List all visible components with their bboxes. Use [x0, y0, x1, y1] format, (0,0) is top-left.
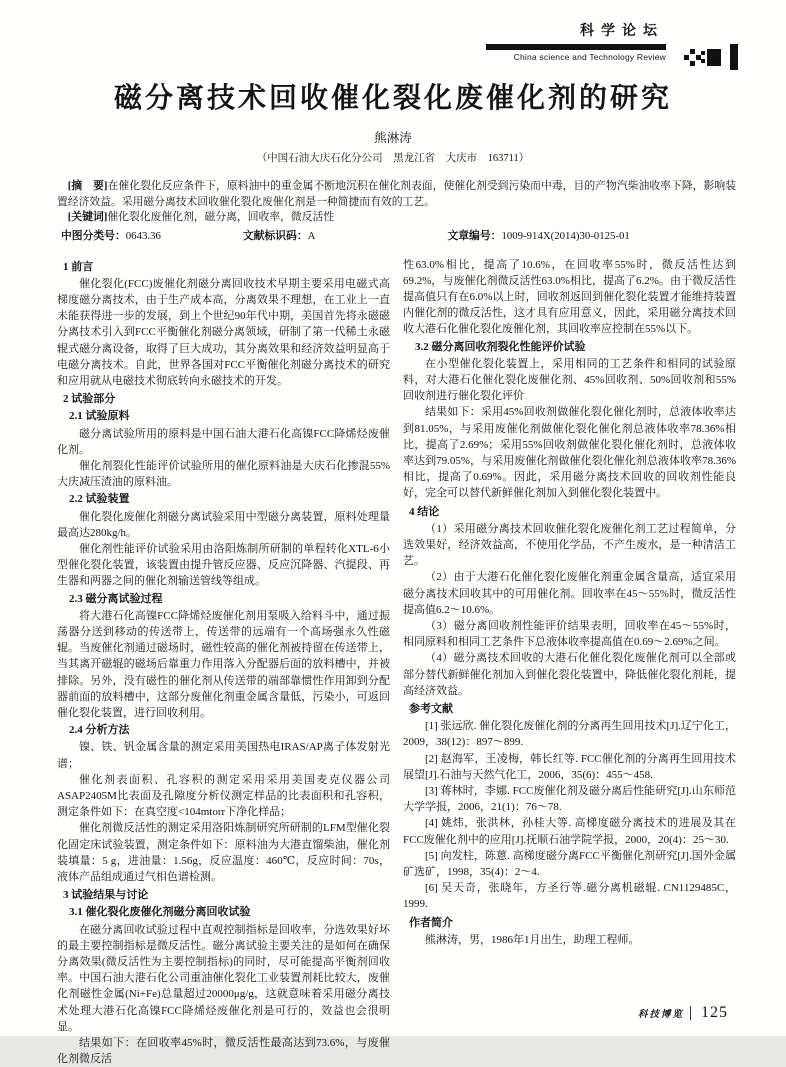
- keywords-label: [关键词]: [68, 211, 108, 223]
- clc-label: 中图分类号：: [61, 230, 126, 242]
- paragraph: 磁分离试验所用的原料是中国石油大港石化高镍FCC降烯烃废催化剂。: [57, 426, 390, 458]
- journal-header: [486, 20, 746, 77]
- forum-label: 科学论坛: [486, 20, 666, 40]
- paragraph: [6] 吴天奇，张晓年，方圣行等.磁分离机磁辊. CN1129485C，1999.: [403, 880, 736, 912]
- section-heading: 2.2 试验装置: [57, 491, 390, 507]
- section-heading: 1 前言: [57, 259, 390, 275]
- section-heading: 作者简介: [403, 915, 736, 931]
- paragraph: 催化剂微反活性的测定采用洛阳炼制研究所研制的LFM型催化裂化固定床试验装置，测定条件如下：原料油为大港直馏柴油，催化剂装填量：5 g，进油量：1.56g，反应温度：460℃，反应时间：70s，液体产品组成通过气相色谱检测。: [57, 820, 390, 885]
- doc-code-value: A: [308, 230, 316, 242]
- journal-logo-icon: [684, 42, 746, 77]
- section-heading: 3.1 催化裂化废催化剂磁分离回收试验: [57, 904, 390, 920]
- section-heading: 3.2 磁分离回收剂裂化性能评价试验: [403, 339, 736, 355]
- paragraph: （1）采用磁分离技术回收催化裂化废催化剂工艺过程简单，分选效果好，经济效益高，不使用化学品，不产生废水，是一种清洁工艺。: [403, 521, 736, 570]
- paragraph: 结果如下：采用45%回收剂做催化裂化催化剂时，总液体收率达到81.05%，与采用废催化剂做催化裂化催化剂总液体收率78.36%相比，提高了2.69%；采用55%回收剂做催化裂化催化剂时，总液体收率达到79.05%，与采用废催化剂做催化裂化催化剂总液体收率78.36%相比，提高了0.69%。因此，采用磁分离技术回收的回收剂性能良好，完全可以替代新鲜催化剂加入到催化裂化装置中。: [403, 404, 736, 501]
- article-id-value: 1009-914X(2014)30-0125-01: [501, 230, 629, 242]
- keywords-text: 催化裂化废催化剂，磁分离，回收率，微反活性: [107, 211, 334, 223]
- left-column: [57, 257, 390, 1067]
- two-column-body: [57, 257, 736, 1067]
- section-heading: 3 试验结果与讨论: [57, 887, 390, 903]
- paragraph: 性63.0%相比，提高了10.6%，在回收率55%时，微反活性达到69.2%，与废催化剂微反活性63.0%相比，提高了6.2%。由于微反活性提高值只有在6.0%以上时，回收剂返回到催化裂化装置才能维持装置内催化剂的微反活性，这才具有应用意义，因此，采用磁分离技术回收大港石化催化裂化废催化剂，其回收率应控制在55%以下。: [403, 257, 736, 338]
- paragraph: （2）由于大港石化催化裂化废催化剂重金属含量高，适宜采用磁分离技术回收其中的可用催化剂。回收率在45～55%时，微反活性提高值6.2～10.6%。: [403, 569, 736, 618]
- paragraph: （3）磁分离回收剂性能评价结果表明，回收率在45～55%时，相同原料和相同工艺条件下总液体收率提高值在0.69～2.69%之间。: [403, 618, 736, 650]
- journal-name: China science and Technology Review: [486, 52, 666, 62]
- paragraph: [4] 姚炜，张洪林，孙桂大等. 高梯度磁分离技术的进展及其在FCC废催化剂中的应用[J].抚顺石油学院学报，2000，20(4)：25～30.: [403, 815, 736, 847]
- author-name: 熊淋涛: [0, 128, 786, 146]
- section-heading: 2.1 试验原料: [57, 408, 390, 424]
- paragraph: [5] 向发柱，陈蒽. 高梯度磁分离FCC平衡催化剂研究[J].国外金属矿选矿，1998，35(4)：2～4.: [403, 848, 736, 880]
- abstract: [57, 179, 736, 210]
- paragraph: （4）磁分离技术回收的大港石化催化裂化废催化剂可以全部或部分替代新鲜催化剂加入到催化裂化装置中，降低催化裂化剂耗，提高经济效益。: [403, 650, 736, 699]
- section-heading: 2.3 磁分离试验过程: [57, 591, 390, 607]
- right-column: [403, 257, 736, 1067]
- author-affiliation: （中国石油大庆石化分公司 黑龙江省 大庆市 163711）: [0, 150, 786, 165]
- section-heading: 2.4 分析方法: [57, 722, 390, 738]
- journal-header-text: [486, 20, 666, 62]
- footer-divider: [690, 1006, 691, 1020]
- page-footer: [638, 1004, 728, 1022]
- paragraph: 结果如下：在回收率45%时，微反活性最高达到73.6%，与废催化剂微反活: [57, 1035, 390, 1067]
- clc-number: [61, 228, 161, 243]
- footer-journal-name: 科技博览: [638, 1006, 684, 1020]
- paragraph: 熊淋涛，男，1986年1月出生，助理工程师。: [403, 932, 736, 948]
- paragraph: 催化裂化废催化剂磁分离试验采用中型磁分离装置，原料处理量最高达280kg/h。: [57, 509, 390, 541]
- page-number: 125: [701, 1004, 728, 1022]
- paragraph: [2] 赵海军，王凌梅，韩长红等. FCC催化剂的分离再生回用技术展望[J].石油与天然气化工，2006，35(6)：455～458.: [403, 751, 736, 783]
- paragraph: 镍、铁、钒金属含量的测定采用美国热电IRAS/AP离子体发射光谱；: [57, 739, 390, 771]
- article-id: [447, 228, 629, 243]
- document-code: [243, 228, 316, 243]
- meta-row: [57, 228, 736, 243]
- header-rule: [486, 44, 666, 50]
- paragraph: 在磁分离回收试验过程中直观控制指标是回收率，分选效果好坏的最主要控制指标是微反活性。磁分离试验主要关注的是如何在确保分离效果(微反活性为主要控制指标)的同时，尽可能提高平衡剂回收率。中国石油大港石化公司重油催化裂化工业装置剂耗比较大，废催化剂磁性金属(Ni+Fe)总量超过20000μg/g，这就意味着采用磁分离技术处理大港石化高镍FCC降烯烃废催化剂是可行的，效益也会很明显。: [57, 922, 390, 1035]
- paragraph: [3] 蒋林时，李娜. FCC废催化剂及磁分离后性能研究[J].山东师范大学学报，2006，21(1)：76～78.: [403, 783, 736, 815]
- section-heading: 2 试验部分: [57, 391, 390, 407]
- paragraph: 催化裂化(FCC)废催化剂磁分离回收技术早期主要采用电磁式高梯度磁分离技术，由于生产成本高，分离效果不理想，在工业上一直未能获得进一步的发展，到上个世纪90年代中期，美国首先将永磁磁分离技术引入到FCC平衡催化剂磁分离领域，研制了第一代稀土永磁辊式磁分离设备，取得了巨大成功，其分离效果和经济效益明显高于电磁分离技术。自此，世界各国对FCC平衡催化剂磁分离技术的研究和应用就从电磁技术彻底转向永磁技术的开发。: [57, 276, 390, 389]
- paragraph: 催化剂裂化性能评价试验所用的催化原料油是大庆石化掺混55%大庆减压渣油的原料油。: [57, 458, 390, 490]
- page-title: 磁分离技术回收催化裂化废催化剂的研究: [0, 0, 786, 116]
- paragraph: 将大港石化高镍FCC降烯烃废催化剂用泵吸入给料斗中，通过振荡器分送到移动的传送带上，传送带的远端有一个高场强永久性磁辊。当废催化剂通过磁场时，磁性较高的催化剂被持留在传送带上，当其离开磁辊的磁场后靠重力作用落入分配器后面的放料槽中，并被排除。另外，没有磁性的催化剂从传送带的端部靠惯性作用卸到分配器前面的放料槽中，这部分废催化剂重金属含量低，污染小，可返回催化裂化装置，进行回收利用。: [57, 608, 390, 721]
- abstract-text: 在催化裂化反应条件下，原料油中的重金属不断地沉积在催化剂表面，使催化剂受到污染而中毒，目的产物汽柴油收率下降，影响装置经济效益。采用磁分离技术回收催化裂化废催化剂是一种简捷而有效的工艺。: [57, 180, 736, 208]
- paragraph: 催化剂性能评价试验采用由洛阳炼制所研制的单程转化XTL-6小型催化裂化装置，该装置由提升管反应器、反应沉降器、汽提段、再生器和两器之间的催化剂输送管线等组成。: [57, 541, 390, 590]
- clc-value: 0643.36: [126, 230, 161, 242]
- section-heading: 参考文献: [403, 701, 736, 717]
- section-heading: 4 结论: [403, 504, 736, 520]
- paragraph: 在小型催化裂化装置上，采用相同的工艺条件和相同的试验原料，对大港石化催化裂化废催化剂、45%回收剂、50%回收剂和55%回收剂进行催化裂化评价: [403, 356, 736, 405]
- doc-code-label: 文献标识码：: [243, 230, 308, 242]
- paragraph: 催化剂表面积、孔容积的测定采用采用美国麦克仪器公司ASAP2405M比表面及孔隙度分析仪测定样品的比表面积和孔容积，测定条件如下：在真空度<104mtorr下净化样品；: [57, 772, 390, 821]
- keywords: [57, 210, 736, 226]
- abstract-label: [摘 要]: [68, 180, 108, 192]
- paragraph: [1] 张远欣. 催化裂化废催化剂的分离再生回用技术[J].辽宁化工，2009，38(12)：897～899.: [403, 718, 736, 750]
- article-id-label: 文章编号：: [447, 230, 501, 242]
